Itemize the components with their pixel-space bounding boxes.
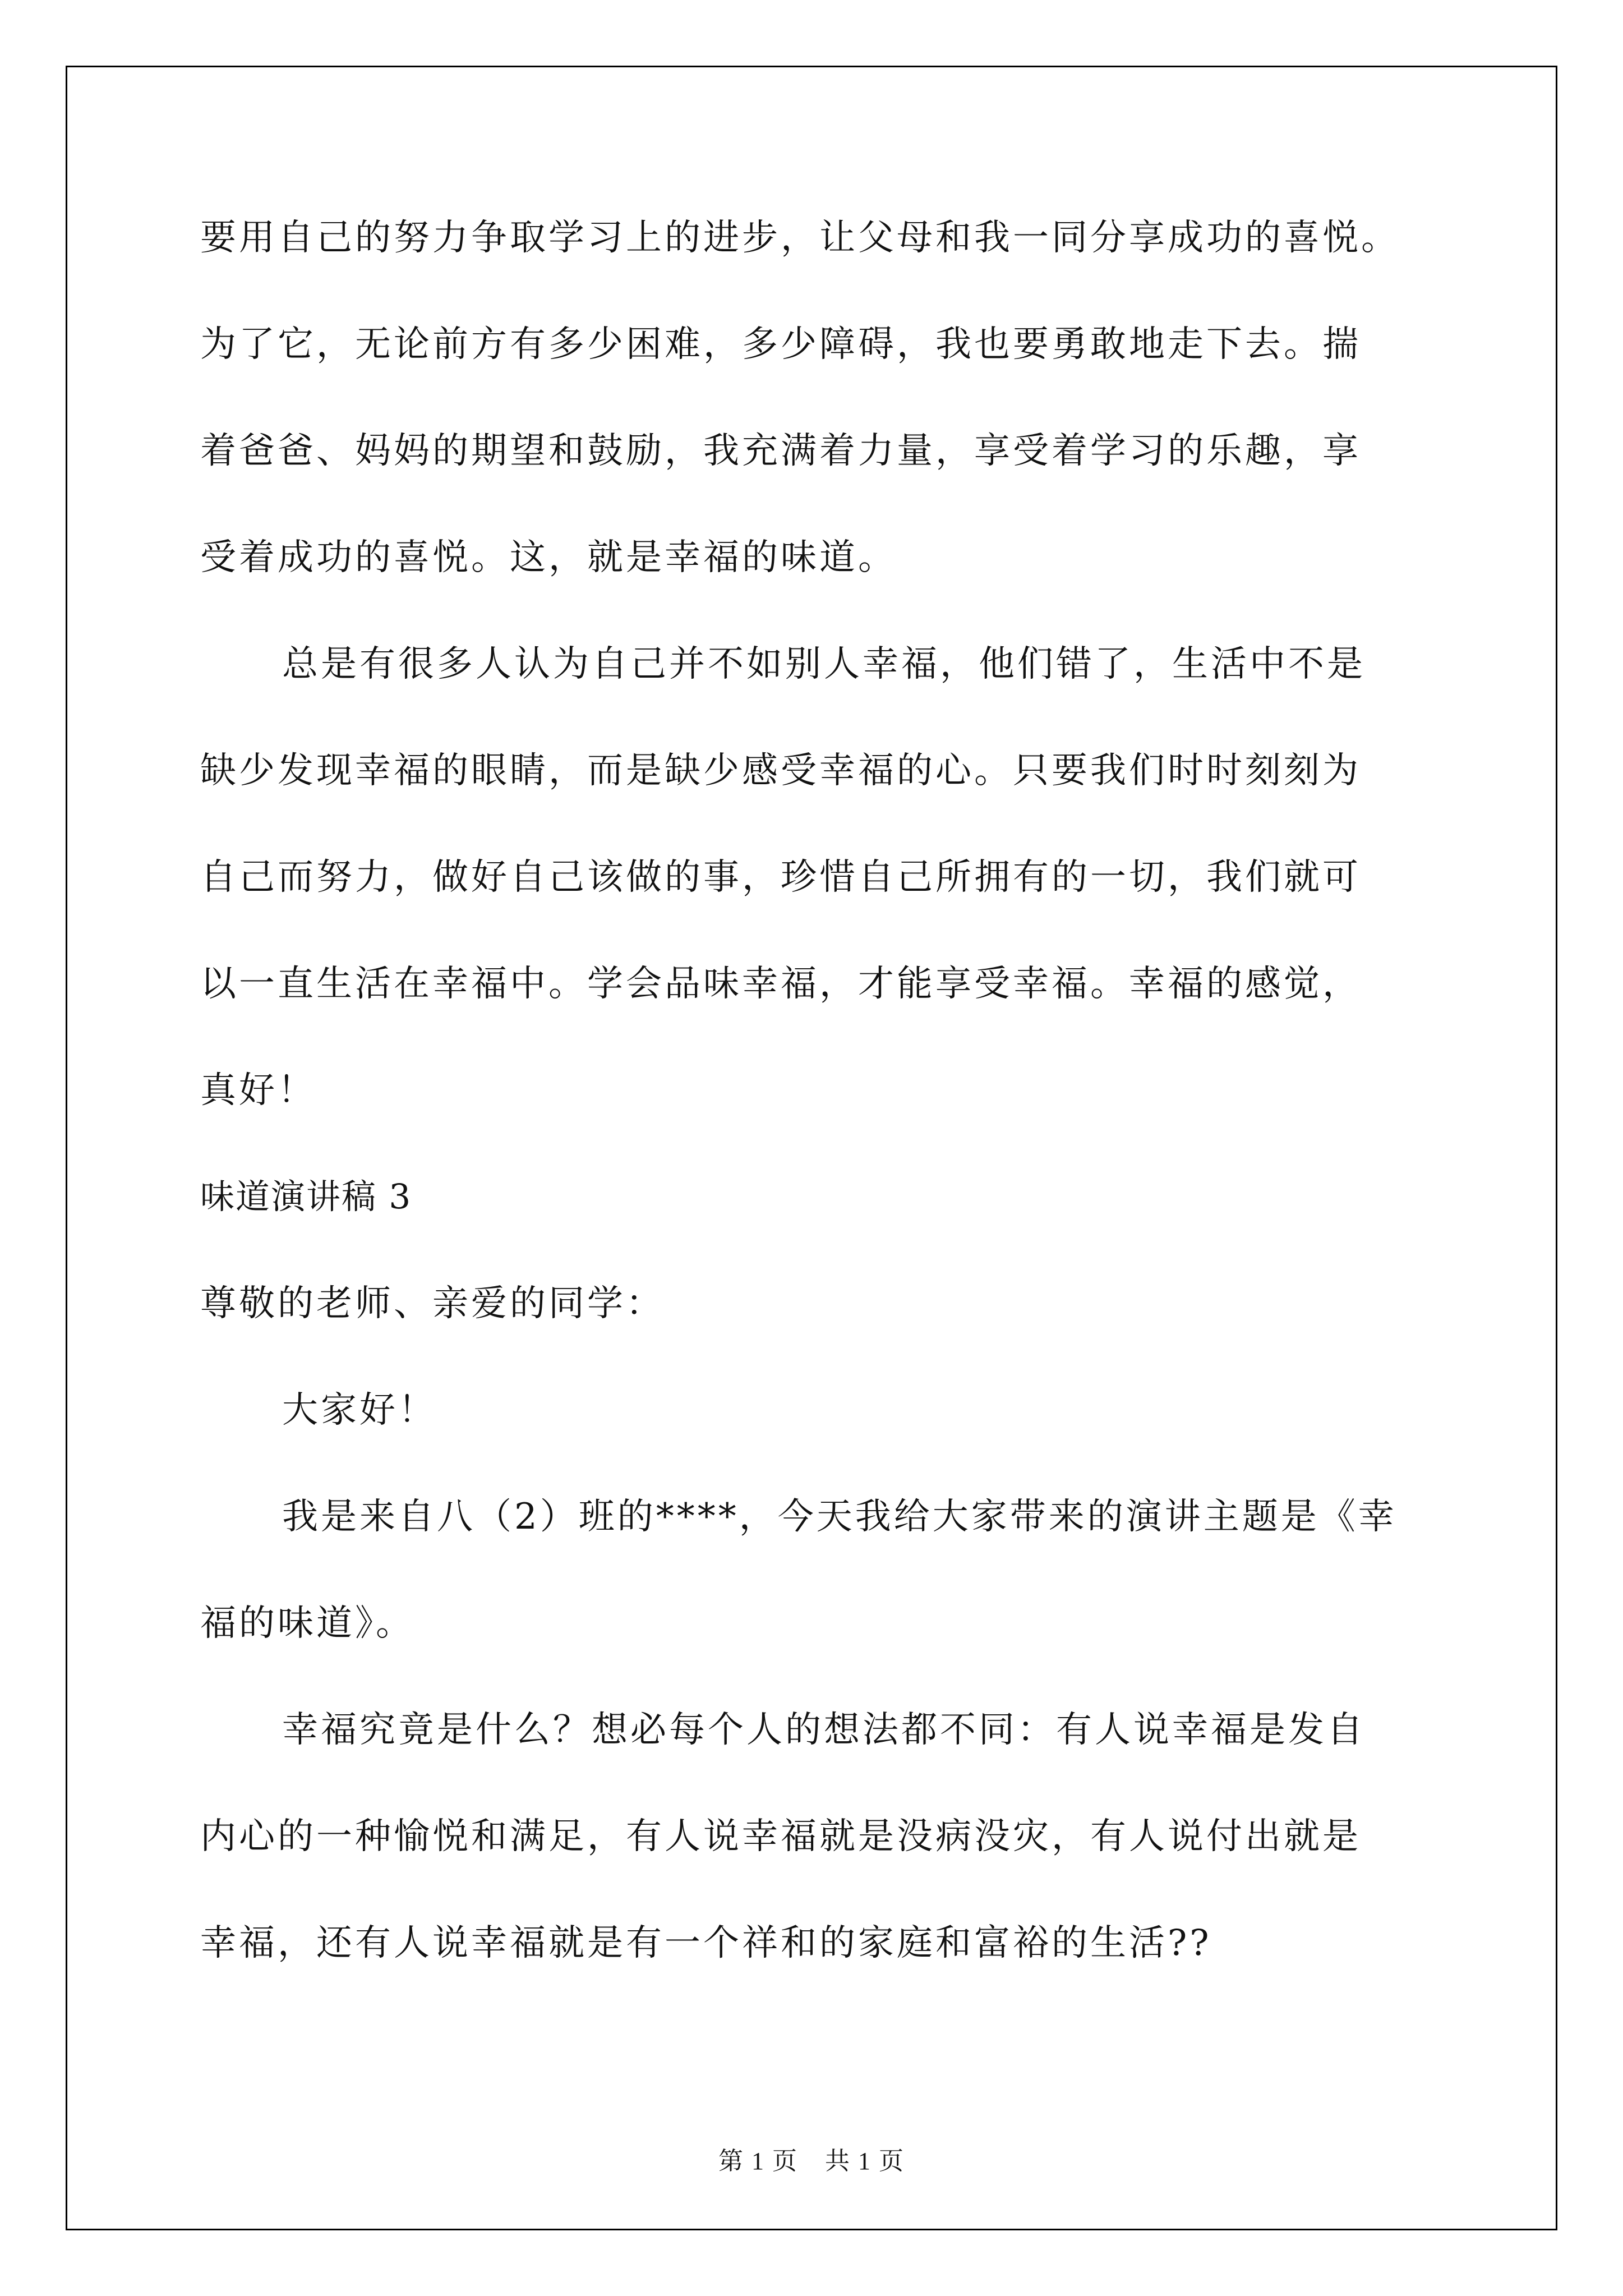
section-title: 味道演讲稿 3 [200, 1177, 412, 1217]
text-line: 受着成功的喜悦。这，就是幸福的味道。 [200, 537, 897, 578]
text-line: 自己而努力，做好自己该做的事，珍惜自己所拥有的一切，我们就可 [200, 857, 1361, 898]
text-line: 真好！ [200, 1070, 316, 1111]
text-line: 幸福，还有人说幸福就是有一个祥和的家庭和富裕的生活?? [200, 1922, 1212, 1964]
page-number: 第 1 页 [718, 2147, 798, 2175]
page-border [66, 66, 1557, 2230]
text-line: 幸福究竟是什么？想必每个人的想法都不同：有人说幸福是发自 [282, 1709, 1366, 1751]
text-line: 以一直生活在幸福中。学会品味幸福，才能享受幸福。幸福的感觉， [200, 963, 1361, 1005]
salutation: 尊敬的老师、亲爱的同学： [200, 1283, 665, 1324]
page-total: 共 1 页 [825, 2147, 905, 2175]
page-footer [0, 2146, 1623, 2177]
text-line: 内心的一种愉悦和满足，有人说幸福就是没病没灾，有人说付出就是 [200, 1816, 1361, 1857]
text-line: 着爸爸、妈妈的期望和鼓励，我充满着力量，享受着学习的乐趣，享 [200, 430, 1361, 472]
text-line: 福的味道》。 [200, 1603, 414, 1644]
text-line: 我是来自八（2）班的****，今天我给大家带来的演讲主题是《幸 [282, 1496, 1397, 1538]
text-line: 缺少发现幸福的眼睛，而是缺少感受幸福的心。只要我们时时刻刻为 [200, 750, 1361, 792]
text-line: 总是有很多人认为自己并不如别人幸福，他们错了，生活中不是 [282, 643, 1366, 685]
text-line: 要用自己的努力争取学习上的进步，让父母和我一同分享成功的喜悦。 [200, 217, 1400, 259]
text-line: 为了它，无论前方有多少困难，多少障碍，我也要勇敢地走下去。揣 [200, 324, 1361, 365]
greeting: 大家好！ [282, 1389, 437, 1431]
